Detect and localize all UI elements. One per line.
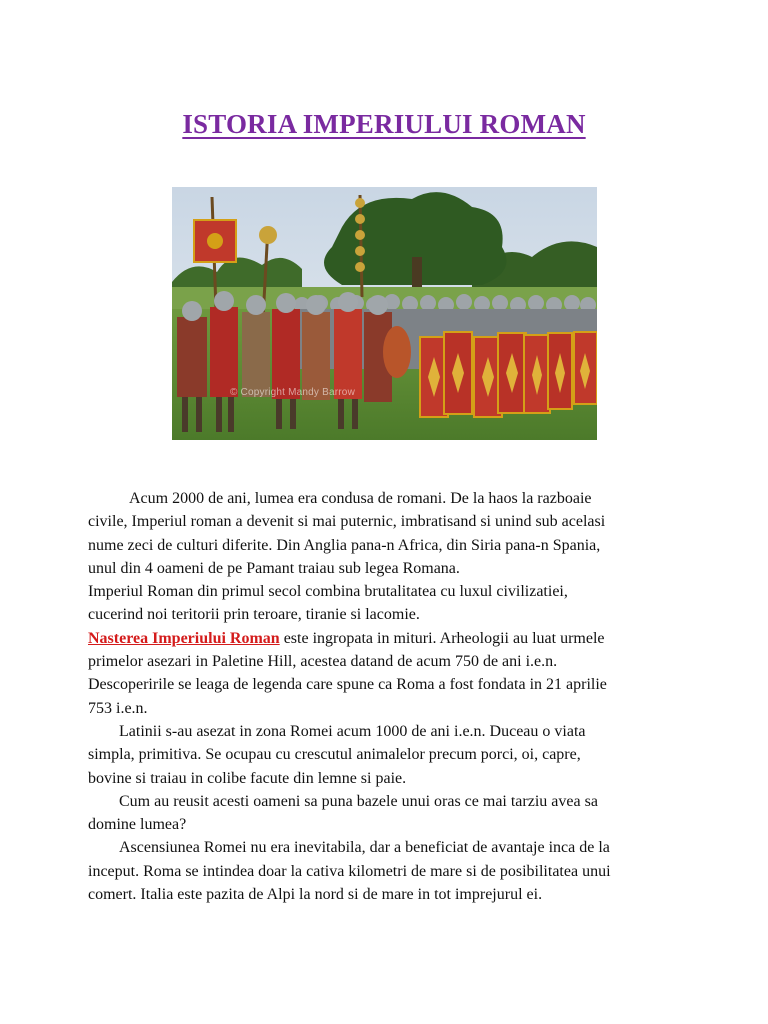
- text-line: Acum 2000 de ani, lumea era condusa de romani. De la haos la razboaie: [129, 490, 592, 507]
- text-line: comert. Italia este pazita de Alpi la nord si de mare in tot imprejurul ei.: [88, 886, 543, 904]
- text-line: Cum au reusit acesti oameni sa puna bazele unui oras ce mai tarziu avea sa: [119, 792, 598, 810]
- birth-of-roman-empire-link[interactable]: Nasterea Imperiului Roman: [88, 629, 280, 647]
- text-line: domine lumea?: [88, 816, 187, 834]
- text-line-rest: este ingropata in mituri. Arheologii au luat urmele: [279, 629, 605, 647]
- text-line: simpla, primitiva. Se ocupau cu crescutul animalelor precum porci, oi, capre,: [88, 746, 581, 764]
- text-line: Imperiul Roman din primul secol combina brutalitatea cu luxul civilizatiei,: [88, 583, 568, 601]
- text-line: cucerind noi teritorii prin teroare, tiranie si lacomie.: [88, 606, 420, 624]
- roman-legion-photo: [172, 187, 597, 440]
- text-line: Descoperirile se leaga de legenda care spune ca Roma a fost fondata in 21 aprilie: [88, 676, 607, 694]
- text-line: nume zeci de culturi diferite. Din Anglia pana-n Africa, din Siria pana-n Spania,: [88, 536, 601, 554]
- text-line: unul din 4 oameni de pe Pamant traiau sub legea Romana.: [88, 559, 460, 577]
- text-line: bovine si traiau in colibe facute din lemne si paie.: [88, 769, 407, 787]
- photo-watermark: © Copyright Mandy Barrow: [230, 387, 355, 398]
- text-line: civile, Imperiul roman a devenit si mai puternic, imbratisand si unind sub acelasi: [88, 513, 606, 531]
- text-line: Latinii s-au asezat in zona Romei acum 1000 de ani i.e.n. Duceau o viata: [119, 722, 586, 740]
- text-line: Ascensiunea Romei nu era inevitabila, dar a beneficiat de avantaje inca de la: [119, 839, 610, 857]
- text-line: [88, 627, 688, 650]
- text-line: inceput. Roma se intindea doar la cativa kilometri de mare si de posibilitatea unui: [88, 862, 611, 880]
- body-text: [88, 487, 688, 906]
- document-title: ISTORIA IMPERIULUI ROMAN: [182, 109, 586, 140]
- text-line: primelor asezari in Paletine Hill, acestea datand de acum 750 de ani i.e.n.: [88, 653, 558, 671]
- text-line: 753 i.e.n.: [88, 699, 148, 717]
